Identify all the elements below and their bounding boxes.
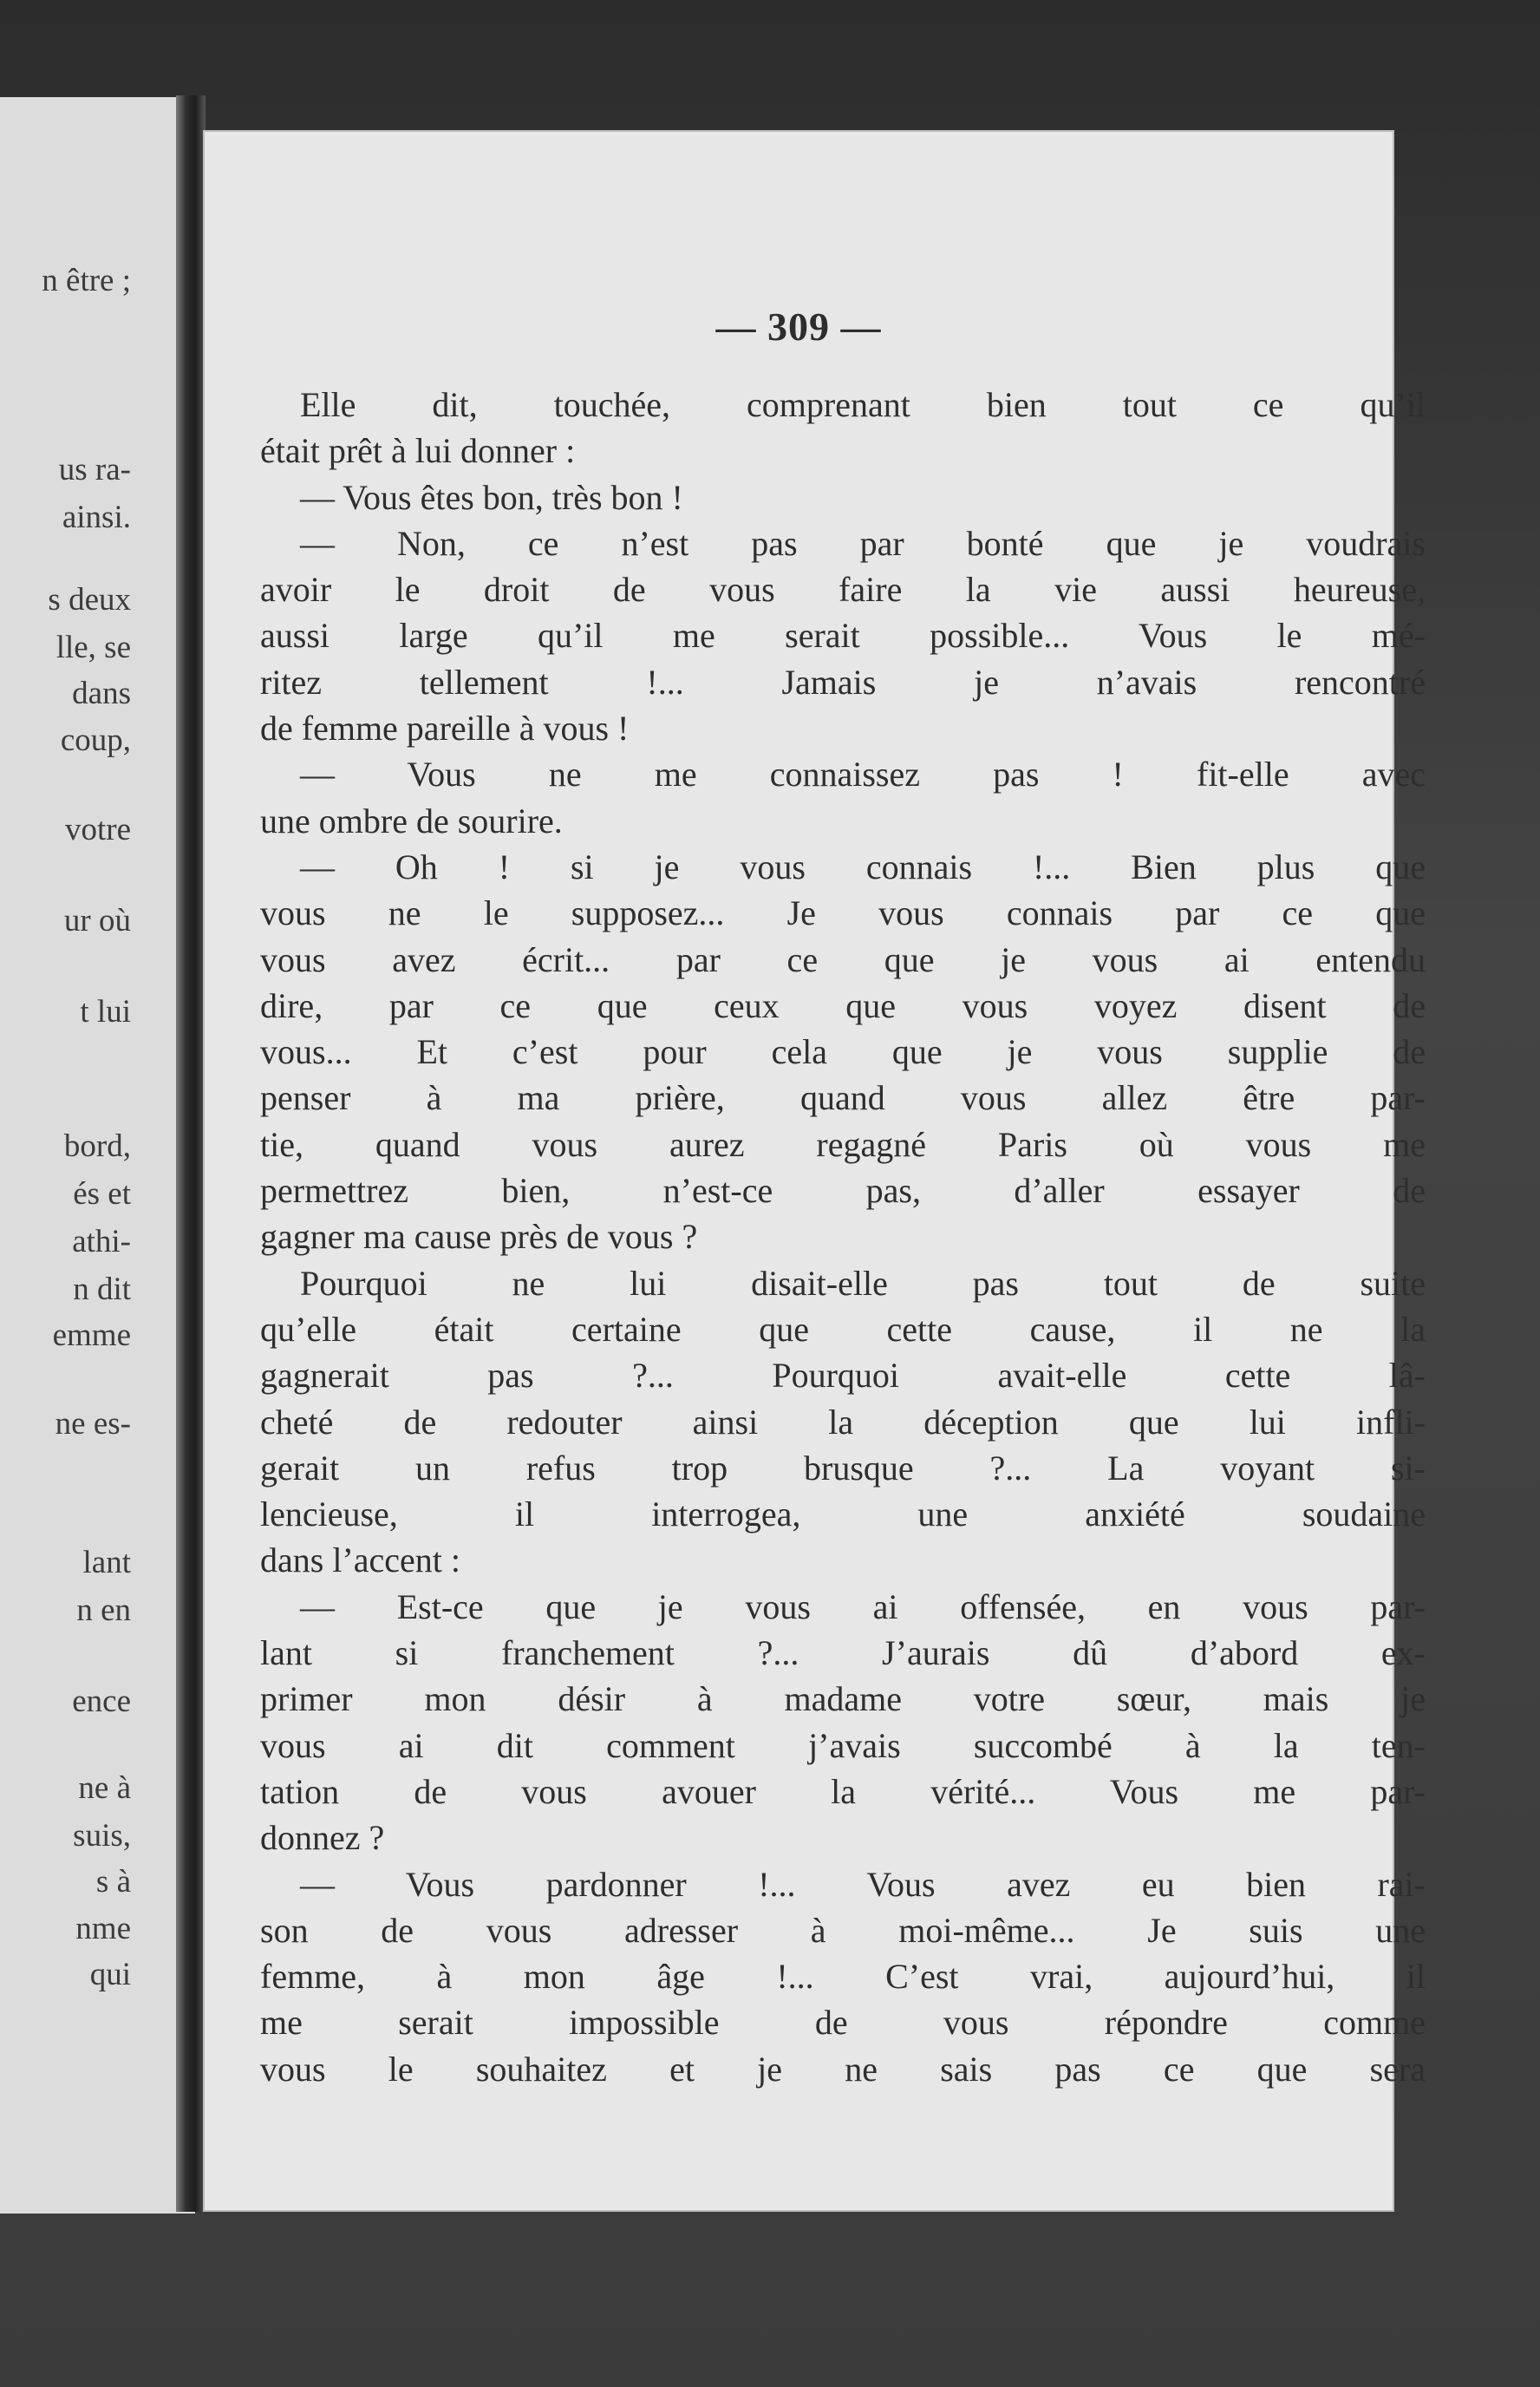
text-line: vous ne le supposez... Je vous connais par ce que [260,893,1426,933]
previous-page-line: ainsi. [62,500,131,535]
page-body-text [260,382,1426,2092]
text-line: gerait un refus trop brusque ?... La voyant si- [260,1448,1426,1488]
previous-page-line: qui [89,1957,131,1992]
text-line: tie, quand vous aurez regagné Paris où vous me [260,1124,1426,1164]
text-line: tation de vous avouer la vérité... Vous me par- [260,1771,1426,1811]
text-line: me serait impossible de vous répondre comme [260,2003,1426,2043]
text-line: qu’elle était certaine que cette cause, il ne la [260,1309,1426,1349]
text-line: avoir le droit de vous faire la vie aussi heureuse, [260,570,1426,610]
previous-page-line: suis, [73,1818,131,1854]
text-line: de femme pareille à vous ! [260,709,630,749]
text-line: penser à ma prière, quand vous allez être par- [260,1078,1426,1118]
text-line: lant si franchement ?... J’aurais dû d’abord ex- [260,1633,1426,1673]
previous-page-line: bord, [63,1128,131,1164]
text-line: donnez ? [260,1818,385,1858]
text-line: femme, à mon âge !... C’est vrai, aujourd’hui, il [260,1957,1426,1997]
text-line: — Vous êtes bon, très bon ! [300,477,683,517]
previous-page-line: ne à [78,1770,131,1806]
previous-page-line: t lui [80,994,131,1030]
text-line: — Non, ce n’est pas par bonté que je voudrais [300,523,1426,563]
text-line: gagner ma cause près de vous ? [260,1217,698,1257]
text-line: vous ai dit comment j’avais succombé à la ten- [260,1725,1426,1765]
text-line: lencieuse, il interrogea, une anxiété soudaine [260,1494,1426,1534]
previous-page-line: s à [95,1864,131,1900]
text-line: — Vous ne me connaissez pas ! fit-elle avec [300,755,1426,795]
text-line: ritez tellement !... Jamais je n’avais rencontré [260,662,1426,702]
text-line: son de vous adresser à moi-même... Je suis une [260,1910,1426,1950]
previous-page-line: us ra- [58,452,131,487]
text-line: aussi large qu’il me serait possible... Vous le mé- [260,616,1426,656]
text-line: — Est-ce que je vous ai offensée, en vous par- [300,1586,1426,1626]
text-line: Elle dit, touchée, comprenant bien tout ce qu’il [300,385,1426,424]
previous-page-line: s deux [48,582,131,618]
text-line: dire, par ce que ceux que vous voyez disent de [260,985,1426,1025]
text-line: gagnerait pas ?... Pourquoi avait-elle cette lâ- [260,1356,1426,1396]
text-line: primer mon désir à madame votre sœur, mais je [260,1679,1426,1719]
previous-page-line: n dit [73,1272,131,1307]
previous-page-line: nme [75,1911,131,1946]
previous-page-line: lant [82,1545,131,1580]
previous-page-line: coup, [60,723,131,758]
book-page [203,130,1426,2212]
previous-page-line: votre [64,812,131,847]
text-line: vous avez écrit... par ce que je vous ai entendu [260,939,1426,979]
text-line: Pourquoi ne lui disait-elle pas tout de suite [300,1263,1426,1303]
text-line: vous... Et c’est pour cela que je vous supplie de [260,1032,1426,1072]
previous-page-line: lle, se [55,630,131,665]
previous-page-line: ence [72,1684,131,1719]
previous-page-line: ur où [63,903,131,938]
previous-page-line: és et [73,1176,131,1212]
page-number: — 309 — [715,304,882,349]
previous-page-line: dans [72,676,131,711]
previous-page-line: n être ; [42,263,131,298]
text-line: — Vous pardonner !... Vous avez eu bien rai- [300,1864,1426,1904]
text-line: était prêt à lui donner : [260,431,576,471]
text-line: vous le souhaitez et je ne sais pas ce que sera [260,2049,1426,2089]
text-line: cheté de redouter ainsi la déception que lui infli- [260,1402,1426,1442]
book-gutter [176,95,206,2212]
text-line: — Oh ! si je vous connais !... Bien plus que [300,847,1426,886]
text-line: permettrez bien, n’est-ce pas, d’aller essayer de [260,1171,1426,1211]
previous-page-line: ne es- [55,1406,131,1442]
previous-page-line: athi- [72,1224,131,1259]
previous-page-fragment [0,97,195,2214]
previous-page-line: emme [52,1318,131,1353]
text-line: une ombre de sourire. [260,801,563,840]
text-line: dans l’accent : [260,1540,460,1580]
previous-page-line: n en [76,1592,131,1628]
